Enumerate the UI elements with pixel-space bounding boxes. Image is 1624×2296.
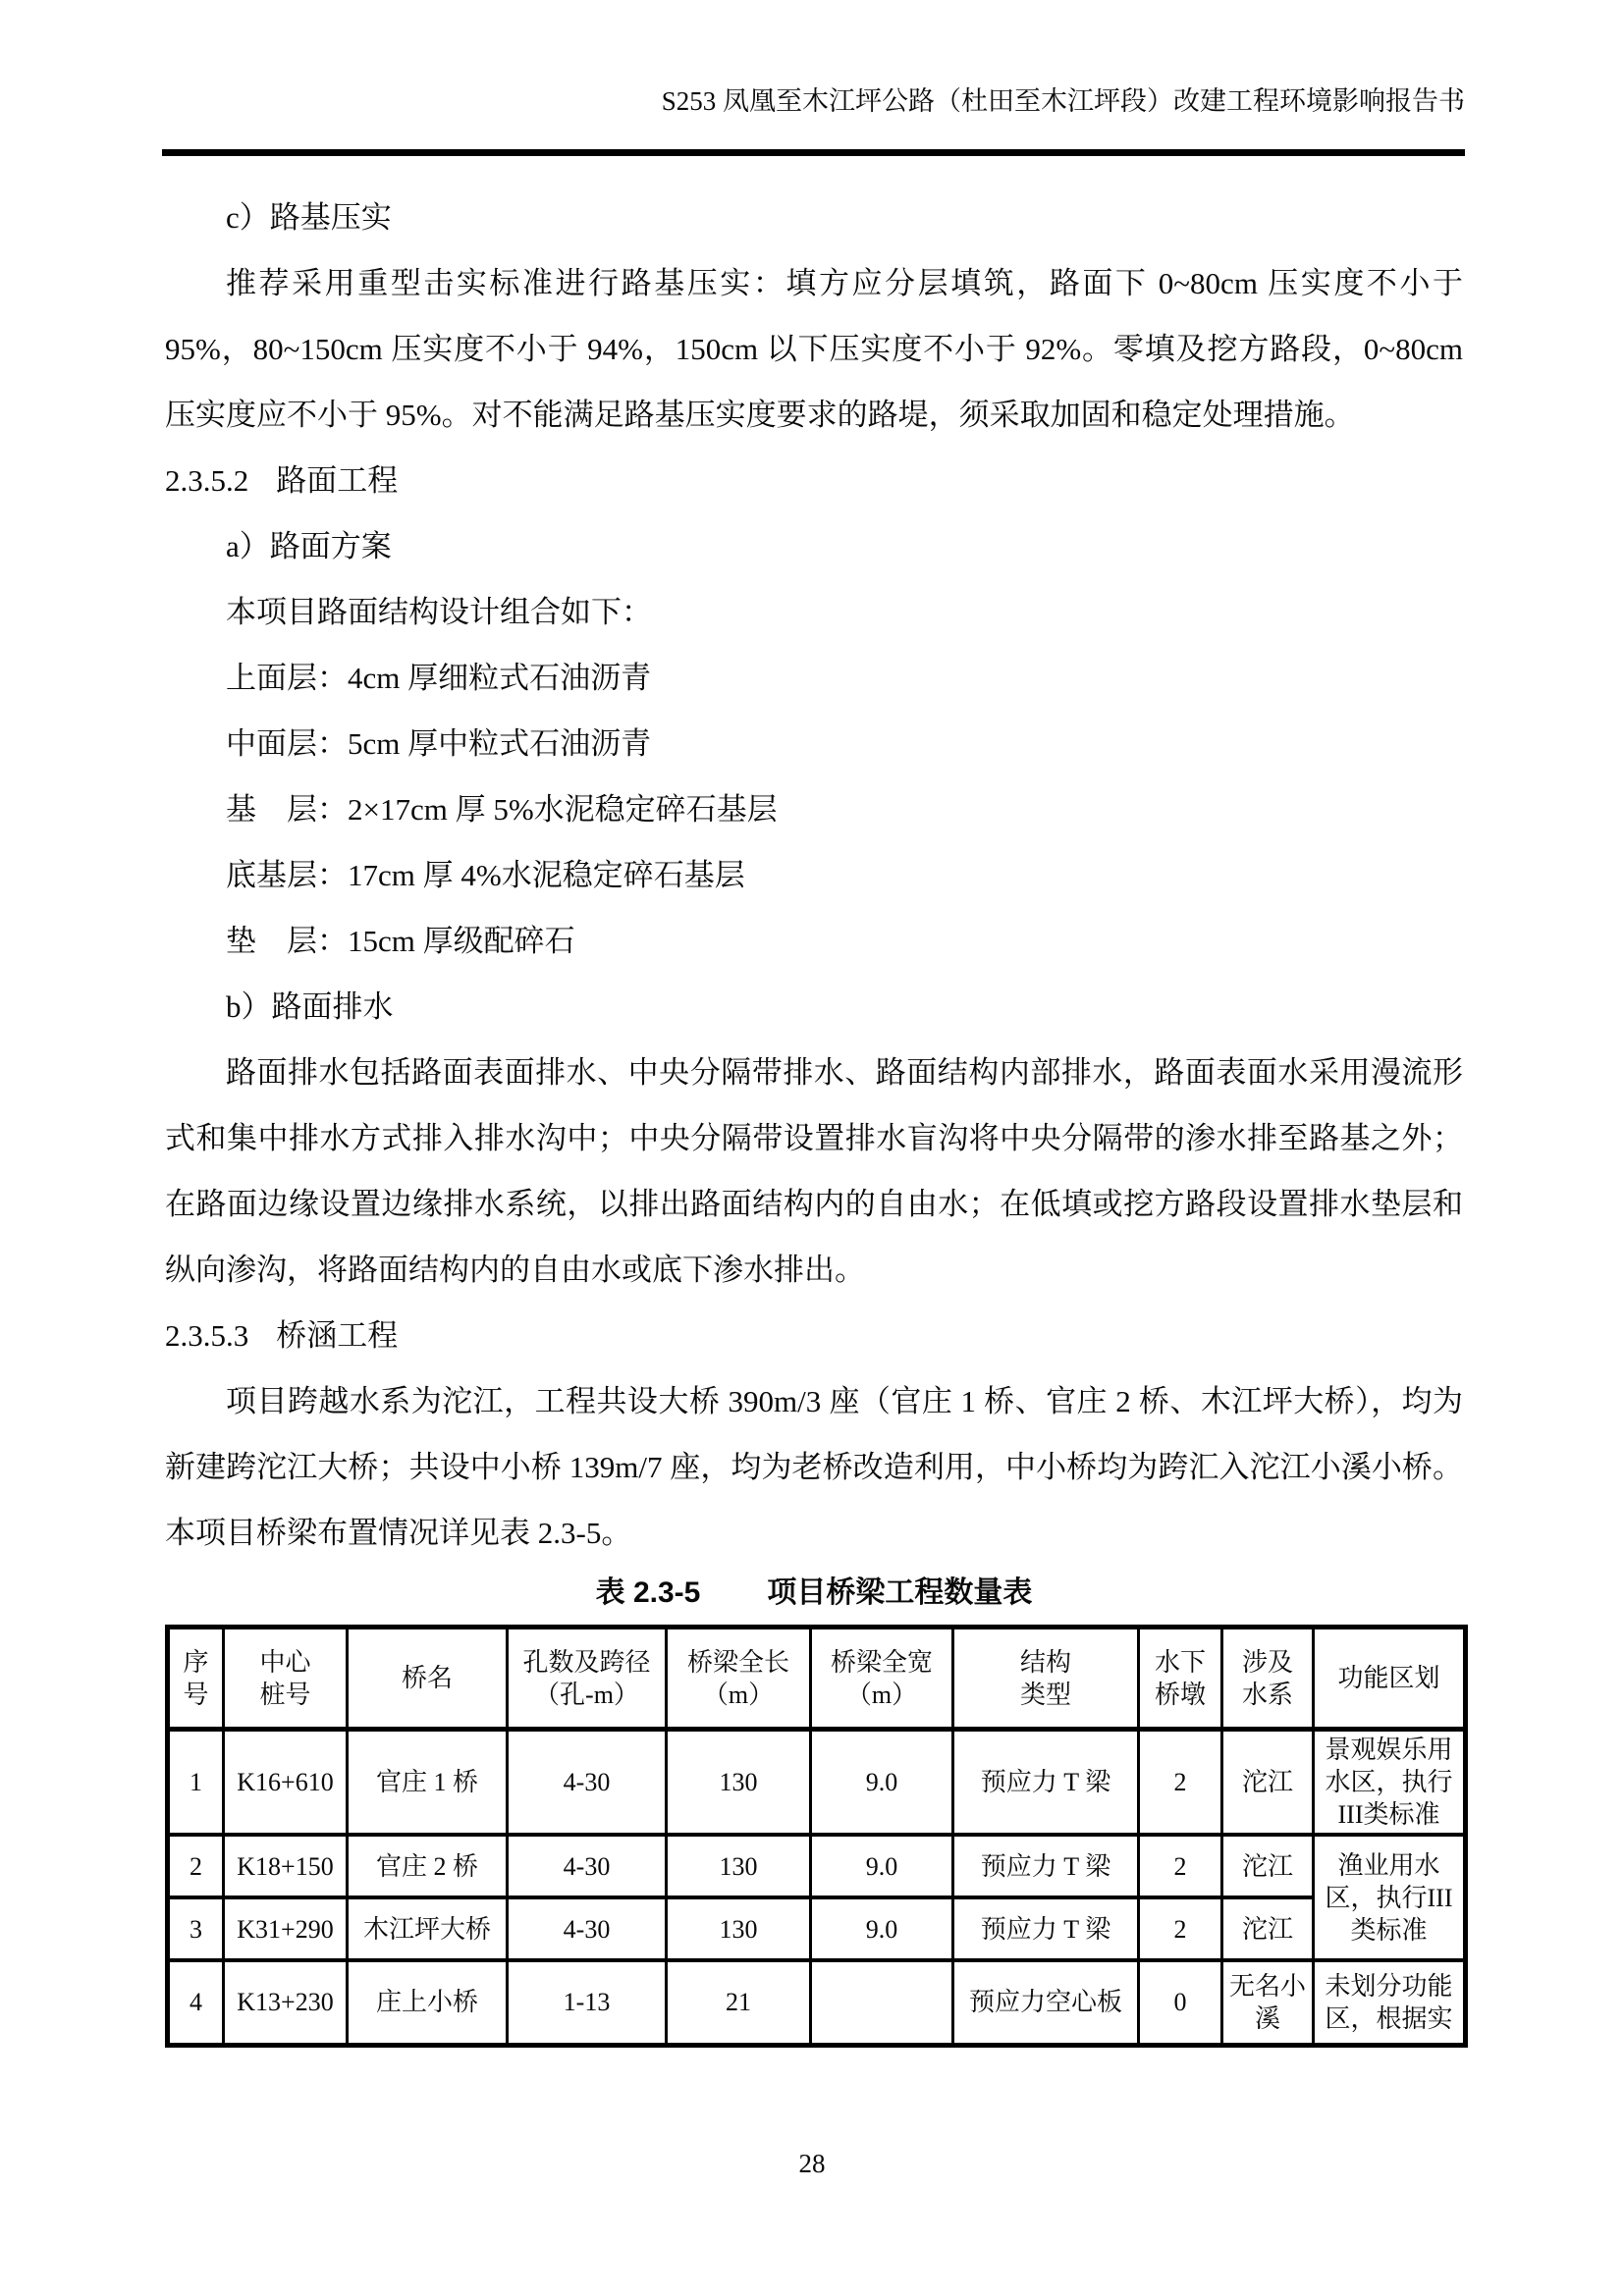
table-cell-function-zone: 景观娱乐用水区，执行III类标准 xyxy=(1314,1730,1466,1836)
table-cell: 预应力 T 梁 xyxy=(953,1897,1139,1960)
column-header-water-system: 涉及 水系 xyxy=(1222,1628,1314,1730)
table-cell: 1 xyxy=(168,1730,224,1836)
table-cell: 4-30 xyxy=(508,1897,667,1960)
table-cell: 3 xyxy=(168,1897,224,1960)
table-cell: K18+150 xyxy=(224,1835,348,1897)
table-cell: 预应力 T 梁 xyxy=(953,1730,1139,1836)
table-caption-title: 项目桥梁工程数量表 xyxy=(767,1576,1033,1609)
running-header-title: S253 凤凰至木江坪公路（杜田至木江坪段）改建工程环境影响报告书 xyxy=(661,86,1465,116)
table-cell: 4-30 xyxy=(508,1835,667,1897)
table-cell: 9.0 xyxy=(811,1835,953,1897)
table-row xyxy=(168,1960,1466,2045)
section-title: 桥涵工程 xyxy=(276,1318,399,1353)
table-cell: 2 xyxy=(1139,1835,1222,1897)
section-heading-pavement xyxy=(165,448,1463,513)
table-caption-label: 表 2.3-5 xyxy=(595,1576,701,1609)
header-rule-divider xyxy=(162,149,1465,156)
table-cell: 沱江 xyxy=(1222,1897,1314,1960)
table-cell-function-zone: 未划分功能区，根据实 xyxy=(1314,1960,1466,2045)
column-header-structure: 结构 类型 xyxy=(953,1628,1139,1730)
section-title: 路面工程 xyxy=(276,463,399,498)
table-cell xyxy=(811,1960,953,2045)
table-row xyxy=(168,1897,1466,1960)
line-layer-base: 基 层：2×17cm 厚 5%水泥稳定碎石基层 xyxy=(226,792,778,827)
table-cell: 庄上小桥 xyxy=(348,1960,508,2045)
table-cell: 官庄 1 桥 xyxy=(348,1730,508,1836)
table-cell: K13+230 xyxy=(224,1960,348,2045)
column-header-stake: 中心 桩号 xyxy=(224,1628,348,1730)
table-cell: 4 xyxy=(168,1960,224,2045)
table-cell: 2 xyxy=(168,1835,224,1897)
table-cell: 9.0 xyxy=(811,1730,953,1836)
table-cell: 2 xyxy=(1139,1897,1222,1960)
section-number: 2.3.5.2 xyxy=(165,463,249,498)
table-cell: 2 xyxy=(1139,1730,1222,1836)
table-caption xyxy=(165,1572,1463,1615)
page-number: 28 xyxy=(798,2149,826,2178)
line-layer-middle: 中面层：5cm 厚中粒式石油沥青 xyxy=(226,726,652,761)
section-number: 2.3.5.3 xyxy=(165,1318,249,1353)
table-cell: 0 xyxy=(1139,1960,1222,2045)
table-cell: 预应力 T 梁 xyxy=(953,1835,1139,1897)
column-header-bridge-name: 桥名 xyxy=(348,1628,508,1730)
table-cell: 130 xyxy=(667,1897,811,1960)
table-row xyxy=(168,1835,1466,1897)
line-layer-subbase: 底基层：17cm 厚 4%水泥稳定碎石基层 xyxy=(226,858,745,892)
paragraph-drainage: 路面排水包括路面表面排水、中央分隔带排水、路面结构内部排水，路面表面水采用漫流形式和集中排水方式排入排水沟中；中央分隔带设置排水盲沟将中央分隔带的渗水排至路基之外；在路面边缘设置边缘排水系统，以排出路面结构内的自由水；在低填或挖方路段设置排水垫层和纵向渗沟，将路面结构内的自由水或底下渗水排出。 xyxy=(165,1055,1463,1287)
line-structure-intro: 本项目路面结构设计组合如下： xyxy=(226,595,652,629)
bridge-quantity-table xyxy=(165,1625,1468,2048)
table-cell: K16+610 xyxy=(224,1730,348,1836)
table-row xyxy=(168,1730,1466,1836)
paragraph-compaction: 推荐采用重型击实标准进行路基压实：填方应分层填筑，路面下 0~80cm 压实度不小于 95%，80~150cm 压实度不小于 94%，150cm 以下压实度不小于 92%。零填及挖方路段，0~80cm 压实度应不小于 95%。对不能满足路基压实度要求的路堤，须采取加固和稳定处理措施。 xyxy=(165,266,1463,432)
table-cell: 官庄 2 桥 xyxy=(348,1835,508,1897)
table-cell-function-zone-merged: 渔业用水区，执行III类标准 xyxy=(1314,1835,1466,1960)
table-cell: 无名小溪 xyxy=(1222,1960,1314,2045)
column-header-width: 桥梁全宽 （m） xyxy=(811,1628,953,1730)
table-cell: K31+290 xyxy=(224,1897,348,1960)
table-cell: 沱江 xyxy=(1222,1835,1314,1897)
section-heading-bridge xyxy=(165,1303,1463,1368)
list-item-a-pavement-plan: a）路面方案 xyxy=(226,529,392,563)
table-cell: 预应力空心板 xyxy=(953,1960,1139,2045)
table-cell: 4-30 xyxy=(508,1730,667,1836)
list-item-c-roadbed-compaction: c）路基压实 xyxy=(226,200,392,235)
table-cell: 1-13 xyxy=(508,1960,667,2045)
column-header-length: 桥梁全长 （m） xyxy=(667,1628,811,1730)
column-header-index: 序 号 xyxy=(168,1628,224,1730)
table-cell: 21 xyxy=(667,1960,811,2045)
column-header-function-zone: 功能区划 xyxy=(1314,1628,1466,1730)
table-cell: 木江坪大桥 xyxy=(348,1897,508,1960)
table-cell: 130 xyxy=(667,1730,811,1836)
line-layer-top: 上面层：4cm 厚细粒式石油沥青 xyxy=(226,661,652,695)
column-header-underwater-piers: 水下 桥墩 xyxy=(1139,1628,1222,1730)
list-item-b-pavement-drainage: b）路面排水 xyxy=(226,989,394,1024)
paragraph-bridge: 项目跨越水系为沱江，工程共设大桥 390m/3 座（官庄 1 桥、官庄 2 桥、木江坪大桥），均为新建跨沱江大桥；共设中小桥 139m/7 座，均为老桥改造利用，中小桥均为跨汇入沱江小溪小桥。本项目桥梁布置情况详见表 2.3-5。 xyxy=(165,1384,1463,1550)
table-cell: 130 xyxy=(667,1835,811,1897)
line-layer-cushion: 垫 层：15cm 厚级配碎石 xyxy=(226,924,575,958)
document-body xyxy=(165,185,1463,2048)
table-cell: 9.0 xyxy=(811,1897,953,1960)
table-header-row xyxy=(168,1628,1466,1730)
table-cell: 沱江 xyxy=(1222,1730,1314,1836)
column-header-spans: 孔数及跨径 （孔-m） xyxy=(508,1628,667,1730)
